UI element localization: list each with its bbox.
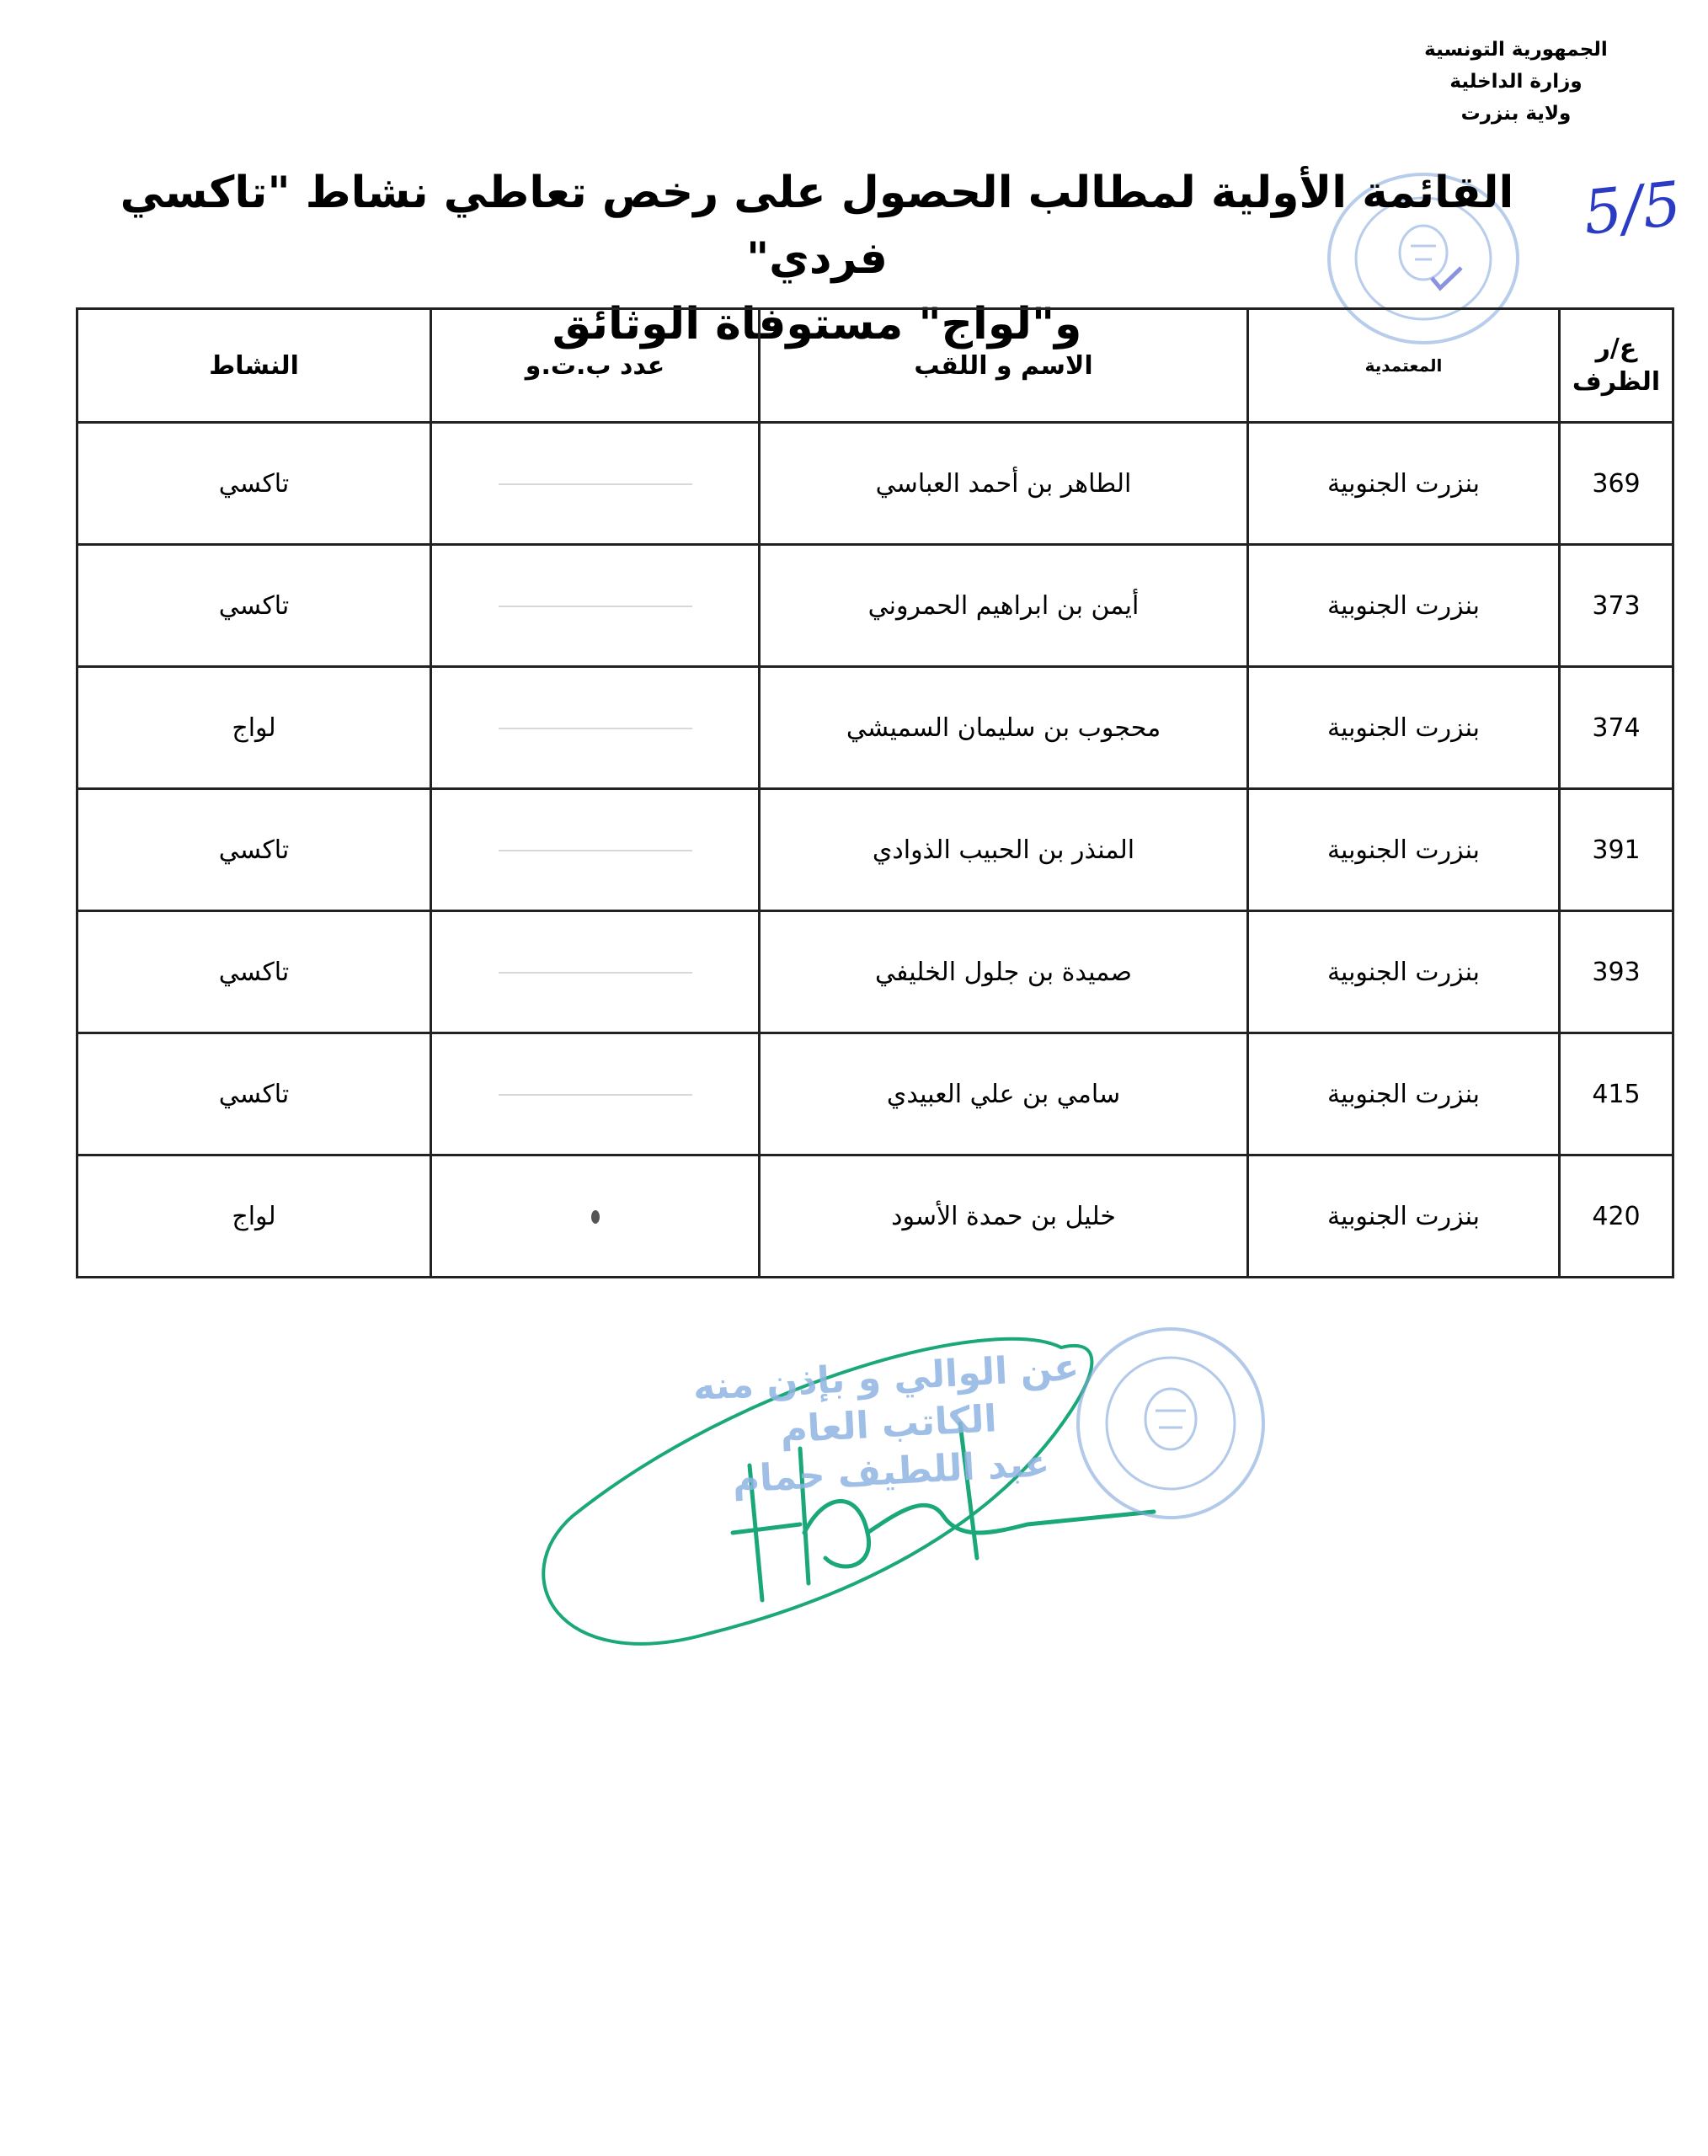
cell-delegation: بنزرت الجنوبية bbox=[1248, 1155, 1560, 1278]
cell-number: 420 bbox=[1560, 1155, 1673, 1278]
cell-activity: لواج bbox=[77, 1155, 431, 1278]
cell-number: 374 bbox=[1560, 667, 1673, 789]
redaction-mark bbox=[499, 850, 692, 851]
header-id-number: عدد ب.ت.و bbox=[431, 309, 760, 423]
table-row bbox=[77, 1033, 1673, 1155]
cell-number: 415 bbox=[1560, 1033, 1673, 1155]
table-row bbox=[77, 667, 1673, 789]
header-ministry: وزارة الداخلية bbox=[1449, 71, 1583, 93]
signature-area bbox=[522, 1280, 1280, 1668]
table-row bbox=[77, 423, 1673, 545]
stamp-line-1: عن الوالي و بإذن منه bbox=[691, 1346, 1081, 1410]
stamp-line-3: عبد اللطيف حمام bbox=[731, 1442, 1051, 1502]
cell-number: 373 bbox=[1560, 545, 1673, 667]
table-header-row bbox=[77, 309, 1673, 423]
official-seal-icon bbox=[1070, 1322, 1272, 1524]
cell-id-redacted bbox=[431, 1033, 760, 1155]
cell-activity: لواج bbox=[77, 667, 431, 789]
cell-name: سامي بن علي العبيدي bbox=[760, 1033, 1248, 1155]
cell-delegation: بنزرت الجنوبية bbox=[1248, 911, 1560, 1033]
cell-delegation: بنزرت الجنوبية bbox=[1248, 1033, 1560, 1155]
header-number-line2: الظرف bbox=[1572, 367, 1661, 397]
cell-id-redacted bbox=[431, 667, 760, 789]
cell-delegation: بنزرت الجنوبية bbox=[1248, 423, 1560, 545]
applications-table bbox=[76, 307, 1674, 1278]
cell-activity: تاكسي bbox=[77, 545, 431, 667]
cell-name: خليل بن حمدة الأسود bbox=[760, 1155, 1248, 1278]
header-envelope-number bbox=[1560, 309, 1673, 423]
header-number-line1: ع/ر bbox=[1595, 334, 1637, 363]
cell-id-redacted bbox=[431, 545, 760, 667]
redaction-mark bbox=[499, 1094, 692, 1096]
official-stamp-text bbox=[666, 1343, 1111, 1508]
redaction-mark bbox=[499, 972, 692, 974]
cell-name: أيمن بن ابراهيم الحمروني bbox=[760, 545, 1248, 667]
cell-name: المنذر بن الحبيب الذوادي bbox=[760, 789, 1248, 911]
header-delegation: المعتمدية bbox=[1248, 309, 1560, 423]
stamp-line-2: الكاتب العام bbox=[779, 1397, 998, 1452]
redaction-mark bbox=[499, 606, 692, 607]
cell-delegation: بنزرت الجنوبية bbox=[1248, 789, 1560, 911]
table-row bbox=[77, 545, 1673, 667]
header-governorate: ولاية بنزرت bbox=[1460, 103, 1572, 125]
cell-activity: تاكسي bbox=[77, 911, 431, 1033]
header-republic: الجمهورية التونسية bbox=[1424, 39, 1608, 61]
cell-id-redacted bbox=[431, 789, 760, 911]
cell-activity: تاكسي bbox=[77, 1033, 431, 1155]
cell-id-redacted bbox=[431, 911, 760, 1033]
cell-number: 369 bbox=[1560, 423, 1673, 545]
table-row bbox=[77, 789, 1673, 911]
title-line-1: القائمة الأولية لمطالب الحصول على رخص تعاطي نشاط "تاكسي فردي" bbox=[120, 168, 1514, 284]
cell-name: محجوب بن سليمان السميشي bbox=[760, 667, 1248, 789]
cell-number: 391 bbox=[1560, 789, 1673, 911]
table-row bbox=[77, 911, 1673, 1033]
cell-delegation: بنزرت الجنوبية bbox=[1248, 545, 1560, 667]
cell-name: صميدة بن جلول الخليفي bbox=[760, 911, 1248, 1033]
redaction-mark bbox=[499, 483, 692, 485]
cell-number: 393 bbox=[1560, 911, 1673, 1033]
title-line-2: و"لواج" مستوفاة الوثائق bbox=[552, 299, 1082, 350]
ink-dot-mark bbox=[591, 1210, 600, 1224]
cell-id-redacted bbox=[431, 1155, 760, 1278]
ministry-header bbox=[1373, 34, 1659, 130]
redaction-mark bbox=[499, 728, 692, 729]
header-name: الاسم و اللقب bbox=[760, 309, 1248, 423]
cell-id-redacted bbox=[431, 423, 760, 545]
cell-activity: تاكسي bbox=[77, 423, 431, 545]
cell-delegation: بنزرت الجنوبية bbox=[1248, 667, 1560, 789]
table-row bbox=[77, 1155, 1673, 1278]
cell-activity: تاكسي bbox=[77, 789, 431, 911]
page-marker: 5/5 bbox=[1579, 168, 1685, 248]
cell-name: الطاهر بن أحمد العباسي bbox=[760, 423, 1248, 545]
header-activity: النشاط bbox=[77, 309, 431, 423]
